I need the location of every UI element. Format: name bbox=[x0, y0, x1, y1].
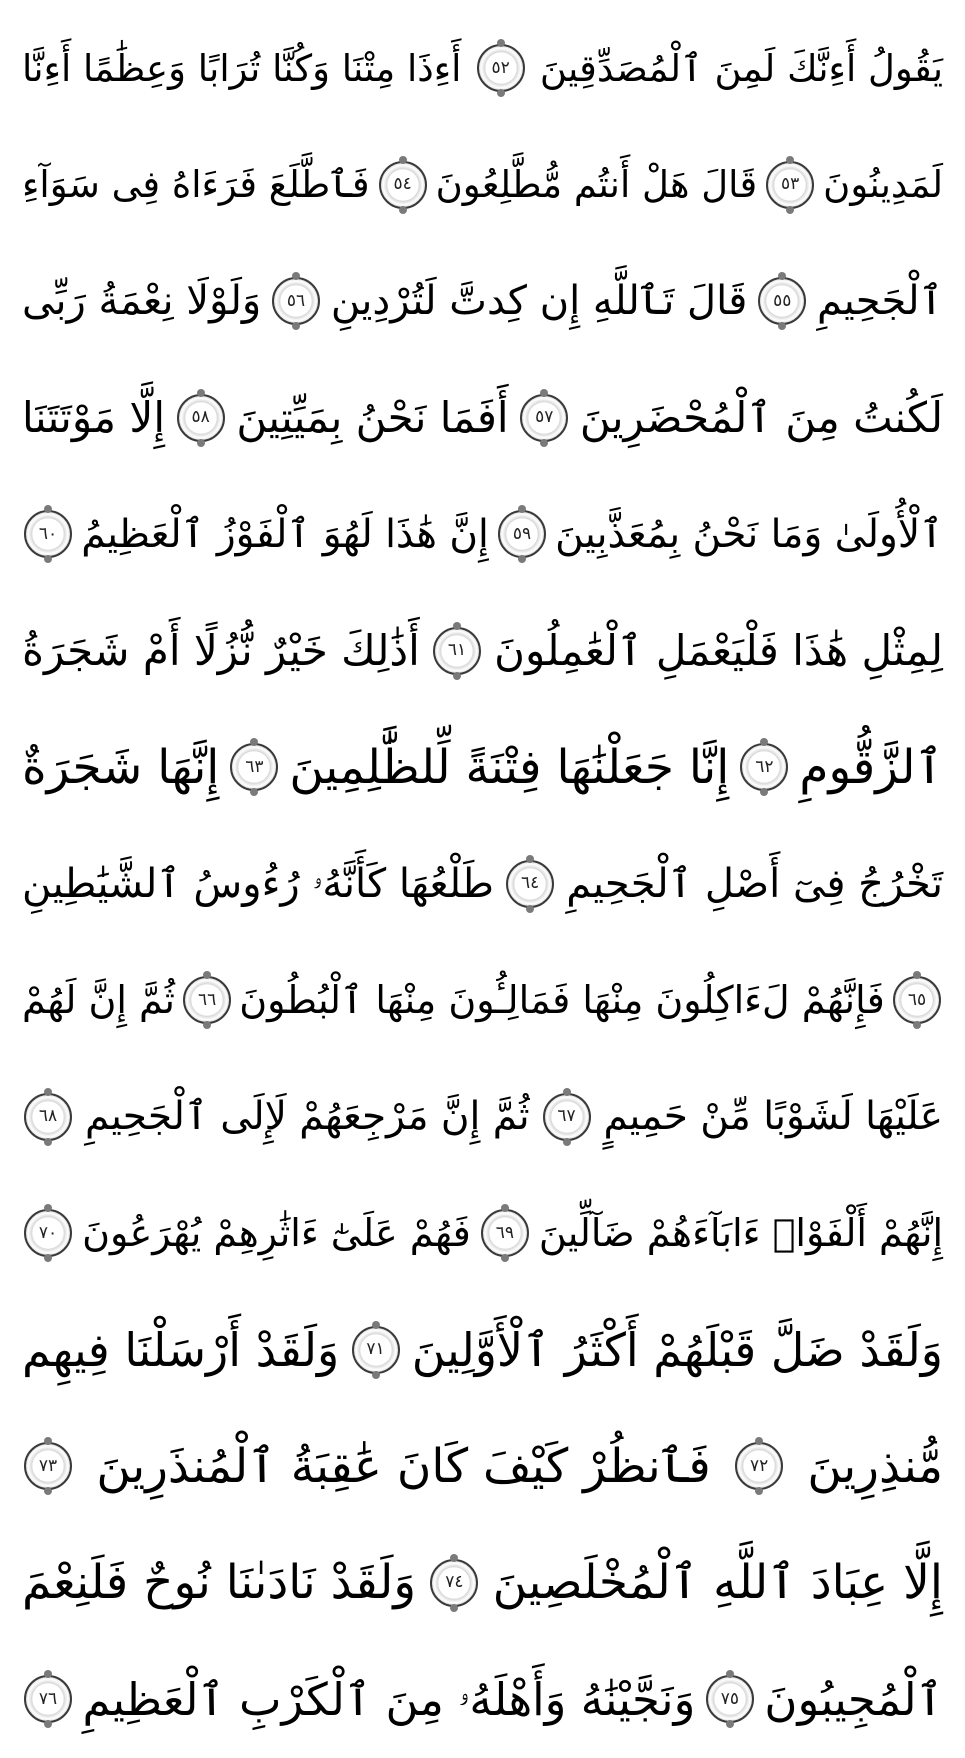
verse-number: ٦٥ bbox=[907, 989, 927, 1010]
text-line bbox=[22, 10, 943, 127]
text-lines-container bbox=[22, 10, 943, 1758]
verse-number-marker bbox=[735, 1442, 783, 1490]
verse-number: ٦٩ bbox=[495, 1222, 514, 1243]
verse-number-marker bbox=[379, 161, 427, 209]
text-line bbox=[22, 593, 943, 710]
verse-number-marker bbox=[430, 1559, 478, 1607]
verse-number: ٦٨ bbox=[38, 1106, 58, 1127]
verse-text: لِمِثْلِ هَٰذَا فَلْيَعْمَلِ ٱلْعَٰمِلُونَ bbox=[494, 625, 943, 675]
verse-text: وَلَقَدْ أَرْسَلْنَا فِيهِم bbox=[22, 1322, 340, 1377]
verse-number: ٦٠ bbox=[38, 523, 58, 544]
verse-text: إِنَّ هَٰذَا لَهُوَ ٱلْفَوْزُ ٱلْعَظِيمُ bbox=[81, 511, 489, 557]
verse-text: يَقُولُ أَءِنَّكَ لَمِنَ ٱلْمُصَدِّقِينَ bbox=[539, 46, 943, 90]
verse-number-marker bbox=[230, 743, 278, 791]
verse-number-marker bbox=[893, 976, 941, 1024]
verse-number: ٧٦ bbox=[38, 1688, 58, 1709]
verse-text: أَفَمَا نَحْنُ بِمَيِّتِينَ bbox=[236, 392, 509, 442]
verse-text: ٱلْأُولَىٰ وَمَا نَحْنُ بِمُعَذَّبِينَ bbox=[555, 511, 943, 557]
verse-number: ٦٤ bbox=[520, 873, 540, 894]
verse-text: إِنَّهَا شَجَرَةٌ bbox=[22, 739, 220, 795]
verse-number-marker bbox=[740, 743, 788, 791]
verse-text: عَلَيْهَا لَشَوْبًا مِّنْ حَمِيمٍ bbox=[603, 1094, 943, 1140]
verse-text: ٱلزَّقُّومِ bbox=[799, 739, 943, 795]
verse-number: ٥٨ bbox=[191, 407, 210, 428]
verse-number-marker bbox=[177, 394, 225, 442]
verse-text: إِلَّا عِبَادَ ٱللَّهِ ٱلْمُخْلَصِينَ bbox=[492, 1555, 943, 1611]
verse-number: ٦٦ bbox=[197, 989, 217, 1010]
verse-number: ٥٤ bbox=[393, 174, 412, 195]
verse-number: ٧٢ bbox=[749, 1455, 769, 1476]
text-line bbox=[22, 942, 943, 1059]
verse-number-marker bbox=[498, 510, 546, 558]
verse-text: أَذَٰلِكَ خَيْرٌ نُّزُلًا أَمْ شَجَرَةُ bbox=[22, 625, 420, 675]
verse-text: وَنَجَّيْنَٰهُ وَأَهْلَهُۥ مِنَ ٱلْكَرْبِ ٱلْعَظِيمِ bbox=[82, 1672, 696, 1726]
verse-number-marker bbox=[183, 976, 231, 1024]
verse-text: لَمَدِينُونَ bbox=[823, 163, 943, 207]
verse-number-marker bbox=[24, 1442, 72, 1490]
verse-number: ٦١ bbox=[447, 640, 467, 661]
verse-number-marker bbox=[520, 394, 568, 442]
verse-number-marker bbox=[543, 1093, 591, 1141]
verse-number-marker bbox=[24, 1093, 72, 1141]
verse-number-marker bbox=[506, 860, 554, 908]
verse-number: ٥٩ bbox=[512, 523, 532, 544]
text-line bbox=[22, 127, 943, 244]
text-line bbox=[22, 476, 943, 593]
verse-text: قَالَ تَٱللَّهِ إِن كِدتَّ لَتُرْدِينِ bbox=[330, 278, 748, 325]
verse-text: فَٱنظُرْ كَيْفَ كَانَ عَٰقِبَةُ ٱلْمُنذَرِينَ bbox=[96, 1438, 711, 1494]
verse-text: ٱلْجَحِيمِ bbox=[817, 278, 943, 325]
verse-number: ٥٣ bbox=[781, 174, 800, 195]
text-line bbox=[22, 1059, 943, 1176]
verse-text: أَءِذَا مِتْنَا وَكُنَّا تُرَابًا وَعِظَٰمًا أَءِنَّا bbox=[22, 46, 462, 90]
verse-text: وَلَقَدْ نَادَىٰنَا نُوحٌ فَلَنِعْمَ bbox=[22, 1555, 417, 1611]
text-line bbox=[22, 1641, 943, 1758]
verse-text: فَإِنَّهُمْ لَءَاكِلُونَ مِنْهَا فَمَالِـُٔونَ مِنْهَا ٱلْبُطُونَ bbox=[239, 978, 885, 1023]
verse-number-marker bbox=[766, 161, 814, 209]
verse-text: تَخْرُجُ فِىٓ أَصْلِ ٱلْجَحِيمِ bbox=[566, 860, 943, 907]
verse-number-marker bbox=[24, 1209, 72, 1257]
verse-number: ٦٢ bbox=[755, 756, 774, 777]
verse-text: إِلَّا مَوْتَتَنَا bbox=[22, 392, 166, 442]
verse-text: مُّنذِرِينَ bbox=[807, 1438, 943, 1494]
verse-number: ٥٦ bbox=[286, 290, 306, 311]
text-line bbox=[22, 826, 943, 943]
verse-number-marker bbox=[352, 1326, 400, 1374]
verse-text: فَهُمْ عَلَىٰٓ ءَاثَٰرِهِمْ يُهْرَعُونَ bbox=[82, 1211, 471, 1256]
verse-text: ثُمَّ إِنَّ مَرْجِعَهُمْ لَإِلَى ٱلْجَحِيمِ bbox=[84, 1094, 530, 1140]
verse-text: لَكُنتُ مِنَ ٱلْمُحْضَرِينَ bbox=[579, 392, 943, 442]
verse-number: ٦٣ bbox=[245, 756, 264, 777]
verse-number-marker bbox=[24, 1675, 72, 1723]
verse-number-marker bbox=[272, 277, 320, 325]
verse-text: إِنَّهُمْ أَلْفَوْا۟ ءَابَآءَهُمْ ضَآلِّينَ bbox=[538, 1211, 943, 1256]
verse-text: ثُمَّ إِنَّ لَهُمْ bbox=[22, 978, 175, 1023]
text-line bbox=[22, 1525, 943, 1642]
verse-number: ٧٤ bbox=[445, 1572, 464, 1593]
verse-text: إِنَّا جَعَلْنَٰهَا فِتْنَةً لِّلظَّٰلِمِينَ bbox=[289, 739, 730, 795]
verse-text: طَلْعُهَا كَأَنَّهُۥ رُءُوسُ ٱلشَّيَٰطِينِ bbox=[22, 860, 494, 907]
verse-text: وَلَوْلَا نِعْمَةُ رَبِّى bbox=[22, 278, 262, 325]
verse-number-marker bbox=[758, 277, 806, 325]
verse-text: ٱلْمُجِيبُونَ bbox=[764, 1672, 943, 1726]
text-line bbox=[22, 360, 943, 477]
verse-number: ٧٣ bbox=[38, 1455, 58, 1476]
verse-number-marker bbox=[433, 627, 481, 675]
verse-number-marker bbox=[481, 1209, 529, 1257]
text-line bbox=[22, 1408, 943, 1525]
verse-text: وَلَقَدْ ضَلَّ قَبْلَهُمْ أَكْثَرُ ٱلْأَوَّلِينَ bbox=[411, 1322, 943, 1377]
verse-number: ٧٥ bbox=[720, 1688, 739, 1709]
verse-number: ٧١ bbox=[366, 1339, 385, 1360]
text-line bbox=[22, 709, 943, 826]
verse-number: ٥٧ bbox=[535, 407, 554, 428]
verse-number: ٦٧ bbox=[557, 1106, 576, 1127]
verse-text: فَٱطَّلَعَ فَرَءَاهُ فِى سَوَآءِ bbox=[22, 163, 370, 207]
verse-number-marker bbox=[706, 1675, 754, 1723]
verse-number-marker bbox=[477, 44, 525, 92]
text-line bbox=[22, 1175, 943, 1292]
text-line bbox=[22, 243, 943, 360]
verse-number: ٥٢ bbox=[491, 57, 510, 78]
text-line bbox=[22, 1292, 943, 1409]
verse-number-marker bbox=[24, 510, 72, 558]
verse-text: قَالَ هَلْ أَنتُم مُّطَّلِعُونَ bbox=[435, 163, 758, 207]
verse-number: ٧٠ bbox=[38, 1222, 58, 1243]
verse-number: ٥٥ bbox=[773, 290, 792, 311]
